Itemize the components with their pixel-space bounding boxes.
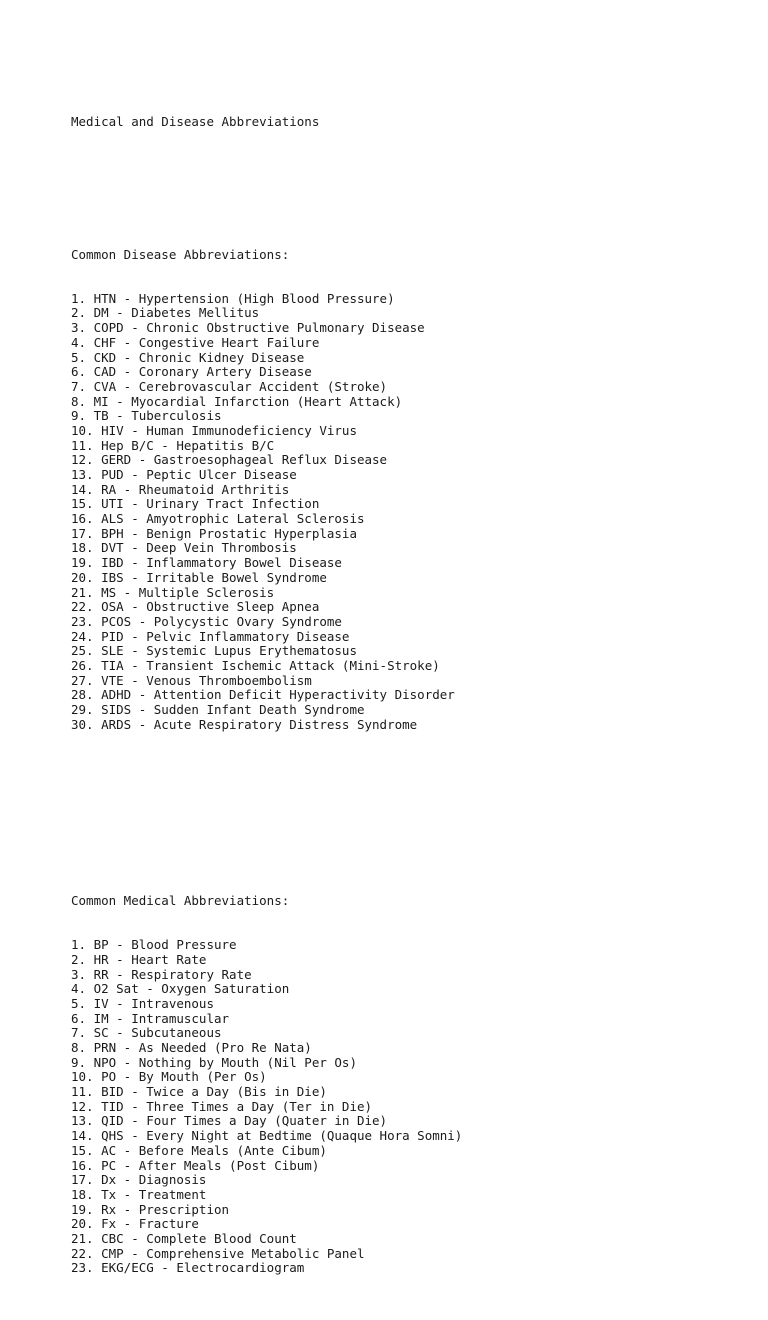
list-item: 3. RR - Respiratory Rate xyxy=(71,966,252,982)
section-disease-abbreviations xyxy=(71,218,748,762)
list-item: 17. BPH - Benign Prostatic Hyperplasia xyxy=(71,525,357,541)
list-item: 20. Fx - Fracture xyxy=(71,1216,199,1232)
document-title: Medical and Disease Abbreviations xyxy=(71,114,320,130)
list-item: 13. PUD - Peptic Ulcer Disease xyxy=(71,467,297,483)
list-item: 6. CAD - Coronary Artery Disease xyxy=(71,364,312,380)
list-item: 19. Rx - Prescription xyxy=(71,1201,230,1217)
list-item: 25. SLE - Systemic Lupus Erythematosus xyxy=(71,643,357,659)
list-item: 9. TB - Tuberculosis xyxy=(71,408,222,424)
list-item: 5. CKD - Chronic Kidney Disease xyxy=(71,349,305,365)
list-item: 14. QHS - Every Night at Bedtime (Quaque Hora Somni) xyxy=(71,1128,463,1144)
list-item: 4. CHF - Congestive Heart Failure xyxy=(71,334,320,350)
list-item: 14. RA - Rheumatoid Arthritis xyxy=(71,481,290,497)
list-item: 9. NPO - Nothing by Mouth (Nil Per Os) xyxy=(71,1054,357,1070)
list-item: 22. CMP - Comprehensive Metabolic Panel xyxy=(71,1245,365,1261)
list-item: 2. DM - Diabetes Mellitus xyxy=(71,305,260,321)
list-item: 11. BID - Twice a Day (Bis in Die) xyxy=(71,1084,327,1100)
spacer xyxy=(71,806,748,821)
list-item: 13. QID - Four Times a Day (Quater in Die) xyxy=(71,1113,388,1129)
list-item: 23. PCOS - Polycystic Ovary Syndrome xyxy=(71,613,342,629)
section-heading: Common Disease Abbreviations: xyxy=(71,246,290,262)
list-item: 7. SC - Subcutaneous xyxy=(71,1025,222,1041)
list-item: 10. HIV - Human Immunodeficiency Virus xyxy=(71,422,357,438)
list-item: 8. PRN - As Needed (Pro Re Nata) xyxy=(71,1040,312,1056)
list-item: 8. MI - Myocardial Infarction (Heart Attack) xyxy=(71,393,403,409)
list-item: 23. EKG/ECG - Electrocardiogram xyxy=(71,1260,305,1276)
list-item: 3. COPD - Chronic Obstructive Pulmonary Disease xyxy=(71,320,425,336)
list-item: 30. ARDS - Acute Respiratory Distress Syndrome xyxy=(71,716,418,732)
list-item: 4. O2 Sat - Oxygen Saturation xyxy=(71,981,290,997)
list-item: 21. MS - Multiple Sclerosis xyxy=(71,584,275,600)
list-item: 16. ALS - Amyotrophic Lateral Sclerosis xyxy=(71,511,365,527)
list-item: 10. PO - By Mouth (Per Os) xyxy=(71,1069,267,1085)
list-item: 12. TID - Three Times a Day (Ter in Die) xyxy=(71,1098,373,1114)
list-item: 18. Tx - Treatment xyxy=(71,1186,207,1202)
list-item: 24. PID - Pelvic Inflammatory Disease xyxy=(71,628,350,644)
list-item: 7. CVA - Cerebrovascular Accident (Stroke) xyxy=(71,378,388,394)
list-item: 12. GERD - Gastroesophageal Reflux Disease xyxy=(71,452,388,468)
list-item: 22. OSA - Obstructive Sleep Apnea xyxy=(71,599,320,615)
list-item: 16. PC - After Meals (Post Cibum) xyxy=(71,1157,320,1173)
document-page xyxy=(71,86,748,1320)
list-item: 28. ADHD - Attention Deficit Hyperactivity Disorder xyxy=(71,687,455,703)
medical-abbreviation-list xyxy=(71,938,748,1276)
list-item: 6. IM - Intramuscular xyxy=(71,1010,230,1026)
list-item: 20. IBS - Irritable Bowel Syndrome xyxy=(71,569,327,585)
disease-abbreviation-list xyxy=(71,292,748,733)
spacer xyxy=(71,160,748,175)
list-item: 29. SIDS - Sudden Infant Death Syndrome xyxy=(71,702,365,718)
list-item: 19. IBD - Inflammatory Bowel Disease xyxy=(71,555,342,571)
list-item: 18. DVT - Deep Vein Thrombosis xyxy=(71,540,297,556)
list-item: 1. BP - Blood Pressure xyxy=(71,937,237,953)
section-heading: Common Medical Abbreviations: xyxy=(71,893,290,909)
list-item: 15. AC - Before Meals (Ante Cibum) xyxy=(71,1142,327,1158)
list-item: 11. Hep B/C - Hepatitis B/C xyxy=(71,437,275,453)
list-item: 5. IV - Intravenous xyxy=(71,995,214,1011)
section-medical-abbreviations xyxy=(71,865,748,1306)
list-item: 15. UTI - Urinary Tract Infection xyxy=(71,496,320,512)
list-item: 26. TIA - Transient Ischemic Attack (Mini-Stroke) xyxy=(71,657,440,673)
list-item: 27. VTE - Venous Thromboembolism xyxy=(71,672,312,688)
list-item: 17. Dx - Diagnosis xyxy=(71,1172,207,1188)
list-item: 21. CBC - Complete Blood Count xyxy=(71,1230,297,1246)
list-item: 2. HR - Heart Rate xyxy=(71,951,207,967)
list-item: 1. HTN - Hypertension (High Blood Pressure) xyxy=(71,290,395,306)
